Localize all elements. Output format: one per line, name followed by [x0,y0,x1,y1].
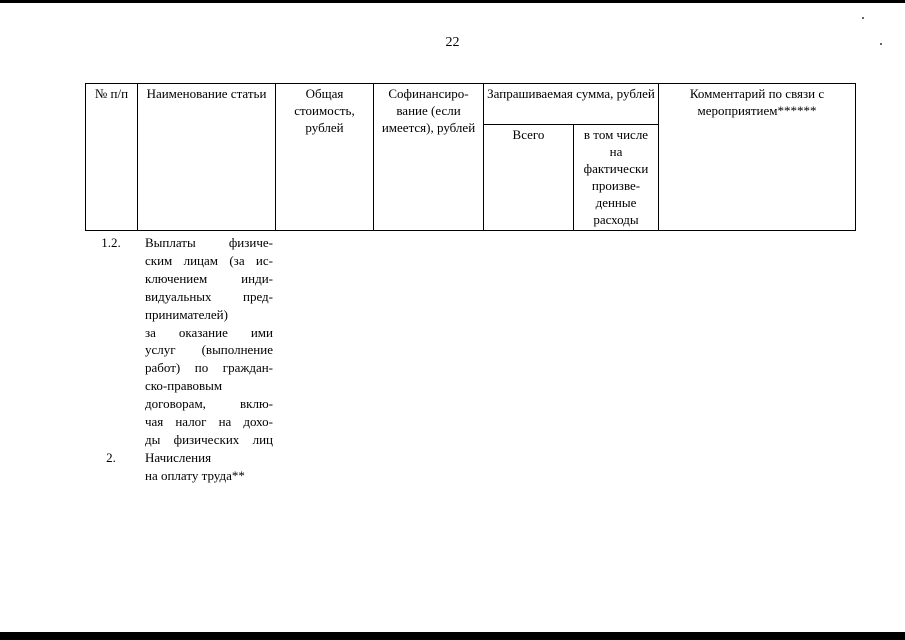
text-line: ды физических лиц [145,431,273,447]
budget-table [85,83,856,231]
text-line: за оказание ими [145,324,273,340]
header-comment: Комментарий по связи с мероприятием****** [659,84,856,231]
row-number: 2. [106,450,116,465]
header-num: № п/п [86,84,138,231]
text-line: Выплаты физиче- [145,235,273,250]
text-line: договорам, вклю- [145,396,273,412]
scan-top-border [0,0,905,3]
header-requested: Запрашиваемая сумма, рублей [484,84,659,125]
text-line: видуальных пред- [145,288,273,304]
text-line: ским лицам (за ис- [145,252,273,268]
text-line: Начисления [145,450,212,465]
text-line: услуг (выполнение [145,342,273,358]
text-line: на оплату труда** [145,467,245,483]
text-line: работ) по граждан- [145,360,273,376]
page-number: 22 [445,35,460,50]
header-total-cost: Общая стоимость, рублей [276,84,374,231]
text-line: ско-правовым [145,378,223,394]
header-name: Наименование статьи [138,84,276,231]
scan-bottom-border [0,632,905,640]
row-article-text [145,449,273,485]
text-line: чая налог на дохо- [145,414,273,430]
row-article-text [145,234,273,449]
header-requested-all: Всего [484,125,574,231]
text-line: принимателей) [145,306,228,322]
row-number: 1.2. [101,235,121,250]
header-cofinancing: Софинансиро-вание (если имеется), рублей [374,84,484,231]
header-requested-actual: в том числе на фактически произве-денные расходы [574,125,659,231]
text-line: ключением инди- [145,270,273,286]
scan-speck [862,17,864,19]
